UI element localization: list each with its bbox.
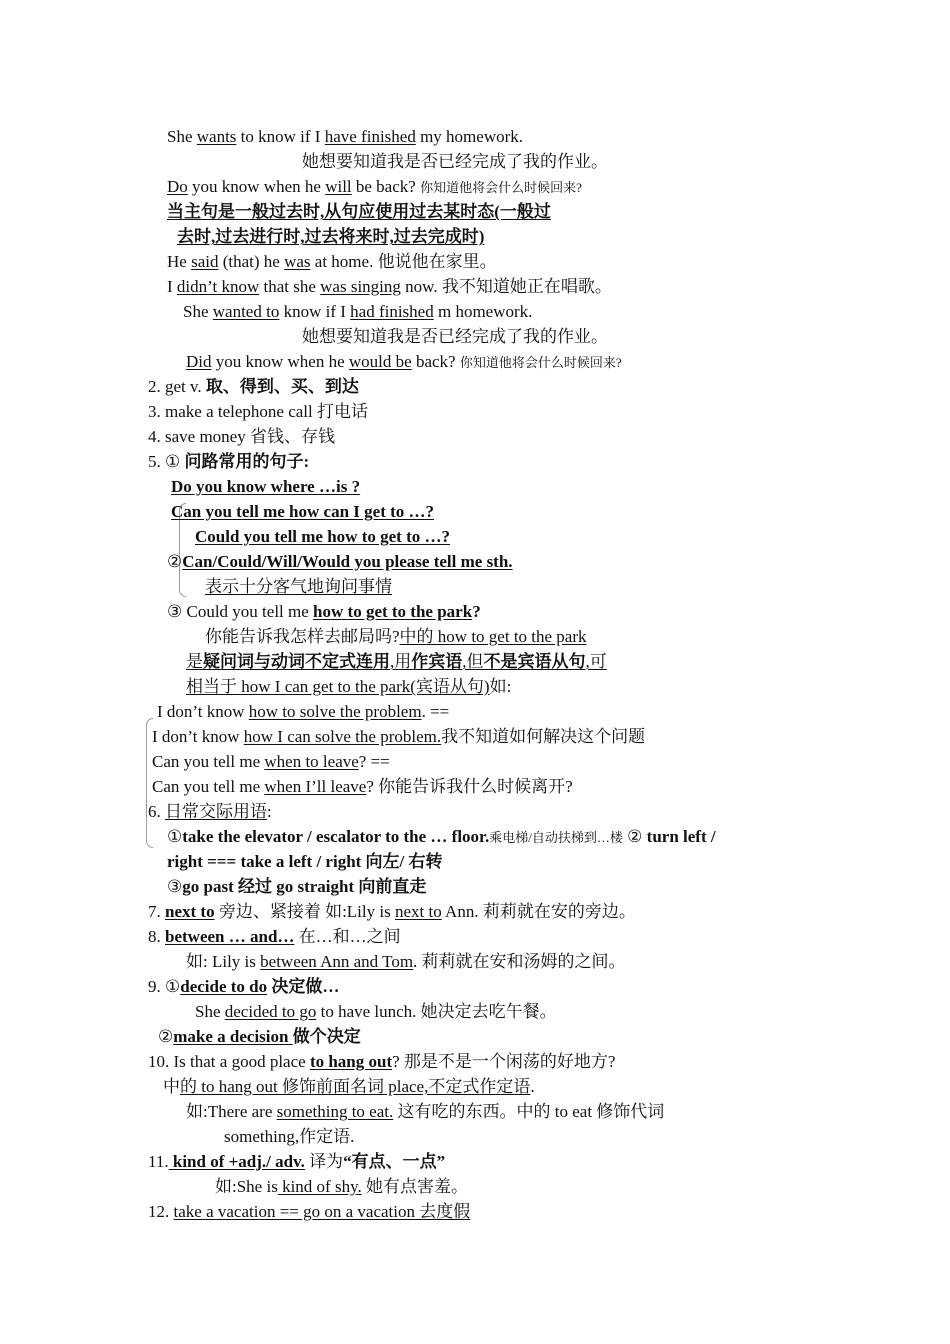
text-segment: said xyxy=(191,252,219,271)
text-segment: 在…和…之间 xyxy=(294,927,401,946)
text-segment: you know when he xyxy=(211,352,349,371)
text-line xyxy=(186,650,607,674)
text-line xyxy=(167,825,716,849)
text-line xyxy=(167,125,523,149)
text-segment: 她想要知道我是否已经完成了我的作业。 xyxy=(302,152,608,171)
text-segment: 4. save money 省钱、存钱 xyxy=(148,427,335,446)
text-segment: ③ Could you tell me xyxy=(167,602,314,621)
text-segment: 8. xyxy=(148,927,165,946)
text-line xyxy=(215,1175,468,1199)
text-segment: now. 我不知道她正在唱歌。 xyxy=(400,277,612,296)
text-segment: be back? xyxy=(351,177,421,196)
text-segment: how to get to the park xyxy=(313,602,473,621)
text-segment: . == xyxy=(421,702,450,721)
text-segment: Do xyxy=(167,177,188,196)
text-segment: I don’t know xyxy=(157,702,249,721)
text-segment: wanted to xyxy=(212,302,280,321)
text-segment: Did xyxy=(186,352,212,371)
text-line xyxy=(148,425,335,449)
text-segment: She xyxy=(167,127,197,146)
text-segment: 如: Lily is xyxy=(186,952,261,971)
text-segment: 旁边、紧接着 如:Lily is xyxy=(214,902,395,921)
text-line xyxy=(183,300,532,324)
text-segment: between … and… xyxy=(165,927,295,946)
text-segment: ② xyxy=(622,827,647,846)
text-segment: 11. xyxy=(148,1152,169,1171)
text-segment: 如: xyxy=(489,677,512,696)
text-segment: Could you tell me how to get to …? xyxy=(195,527,450,546)
text-segment: 我不知道如何解决这个问题 xyxy=(441,727,646,746)
text-segment: to have lunch. 她决定去吃午餐。 xyxy=(316,1002,557,1021)
text-segment: (that) he xyxy=(218,252,285,271)
text-segment: back? xyxy=(411,352,460,371)
text-segment: 乘电梯/自动扶梯到…楼 xyxy=(489,830,623,845)
text-segment: ② xyxy=(167,552,183,571)
text-line xyxy=(167,550,513,574)
text-segment: ? 那是不是一个闲荡的好地方? xyxy=(392,1052,616,1071)
text-segment: you know when he xyxy=(187,177,326,196)
text-segment: decide to do xyxy=(180,977,268,996)
text-line xyxy=(167,850,443,874)
text-segment: 中 xyxy=(163,1077,180,1096)
text-segment: 5. ① xyxy=(148,452,185,471)
text-segment: . 莉莉就在安和汤姆的之间。 xyxy=(413,952,626,971)
text-segment: 取、得到、买、到达 xyxy=(205,377,359,396)
text-segment: ,可 xyxy=(585,652,607,671)
text-segment: 你能告诉我怎样去邮局吗? xyxy=(205,627,400,646)
text-segment: 译为 xyxy=(304,1152,344,1171)
text-segment: when to leave xyxy=(264,752,359,771)
text-segment: ? == xyxy=(358,752,390,771)
text-line xyxy=(148,800,272,824)
text-line xyxy=(186,950,626,974)
text-segment: 6. xyxy=(148,802,165,821)
text-segment: turn left / xyxy=(646,827,716,846)
text-line xyxy=(167,250,497,274)
text-segment: have finished xyxy=(324,127,416,146)
text-segment: ① xyxy=(167,827,183,846)
text-segment: decided to go xyxy=(224,1002,317,1021)
text-line xyxy=(186,350,622,374)
text-segment: was singing xyxy=(320,277,401,296)
text-segment: something,作定语. xyxy=(224,1127,355,1146)
text-segment: 当主句是一般过去时,从句应使用过去某时态(一般过 xyxy=(167,202,551,221)
text-line xyxy=(152,775,573,799)
text-line xyxy=(205,625,587,649)
text-segment: He xyxy=(167,252,192,271)
text-segment: next to xyxy=(165,902,215,921)
text-segment: how I can solve the problem. xyxy=(243,727,442,746)
text-segment: Do you know where …is ? xyxy=(171,477,361,496)
text-segment: I don’t know xyxy=(152,727,244,746)
text-segment: 2. get v. xyxy=(148,377,206,396)
text-line xyxy=(171,500,434,524)
text-line xyxy=(167,275,612,299)
text-line xyxy=(224,1125,354,1149)
text-segment: 3. make a telephone call 打电话 xyxy=(148,402,368,421)
text-line xyxy=(148,400,368,424)
text-segment: how to solve the problem xyxy=(248,702,422,721)
text-line xyxy=(302,150,608,174)
text-line xyxy=(148,900,636,924)
text-segment: 日常交际用语 xyxy=(165,802,267,821)
text-segment: take a vacation == go on a vacation 去度假 xyxy=(173,1202,471,1221)
text-segment: will xyxy=(325,177,352,196)
text-line xyxy=(152,725,645,749)
text-segment: 中的 how to get to the park xyxy=(399,627,587,646)
text-segment: 这有吃的东西。中的 to eat 修饰代词 xyxy=(393,1102,665,1121)
text-segment: didn’t know xyxy=(176,277,260,296)
text-line xyxy=(148,1050,615,1074)
text-segment: Can you tell me how can I get to …? xyxy=(171,502,435,521)
text-segment: right === take a left / right 向左/ 右转 xyxy=(167,852,443,871)
text-line xyxy=(177,225,484,249)
text-line xyxy=(186,1100,664,1124)
text-segment: make a decision xyxy=(173,1027,293,1046)
text-segment: 12. xyxy=(148,1202,174,1221)
text-segment: Can you tell me xyxy=(152,777,265,796)
text-segment: 疑问词与动词不定式连用 xyxy=(203,652,390,671)
text-segment: 的 to hang out 修饰前面名词 place,不定式作定语 xyxy=(180,1077,531,1096)
text-line xyxy=(167,600,481,624)
text-segment: 9. ① xyxy=(148,977,181,996)
text-line xyxy=(163,1075,535,1099)
text-segment: know if I xyxy=(279,302,351,321)
text-segment: my homework. xyxy=(415,127,524,146)
text-segment: 作宾语 xyxy=(411,652,463,671)
text-segment: ,用 xyxy=(390,652,412,671)
text-segment: to know if I xyxy=(236,127,325,146)
text-segment: 去时,过去进行时,过去将来时,过去完成时) xyxy=(177,227,485,246)
text-line xyxy=(148,375,359,399)
text-segment: She xyxy=(195,1002,225,1021)
text-line xyxy=(148,975,339,999)
text-line xyxy=(186,675,511,699)
text-line xyxy=(195,1000,557,1024)
text-segment: 如:She is xyxy=(215,1177,278,1196)
text-segment: next to xyxy=(394,902,442,921)
text-segment: 她想要知道我是否已经完成了我的作业。 xyxy=(302,327,608,346)
text-segment: She xyxy=(183,302,213,321)
text-line xyxy=(152,750,390,774)
text-segment: ③ xyxy=(167,877,183,896)
text-segment: 如:There are xyxy=(186,1102,277,1121)
text-segment: go past 经过 go straight 向前直走 xyxy=(182,877,427,896)
text-segment: “有点、一点” xyxy=(343,1152,446,1171)
text-line xyxy=(157,700,449,724)
text-segment: 10. Is that a good place xyxy=(148,1052,310,1071)
text-segment: ? 你能告诉我什么时候离开? xyxy=(366,777,573,796)
text-segment: 7. xyxy=(148,902,165,921)
text-segment: ,但 xyxy=(462,652,484,671)
text-segment: something to eat. xyxy=(276,1102,394,1121)
text-segment: 她有点害羞。 xyxy=(361,1177,468,1196)
text-segment: . xyxy=(530,1077,535,1096)
text-segment: to hang out xyxy=(309,1052,393,1071)
text-segment: 做个决定 xyxy=(292,1027,361,1046)
text-segment: : xyxy=(267,802,272,821)
text-line xyxy=(148,1200,470,1224)
text-line xyxy=(148,1150,445,1174)
text-segment: 不是宾语从句 xyxy=(483,652,586,671)
text-segment: Ann. 莉莉就在安的旁边。 xyxy=(441,902,636,921)
text-line xyxy=(167,175,582,199)
text-segment: ② xyxy=(158,1027,174,1046)
text-segment: I xyxy=(167,277,177,296)
text-segment: 你知道他将会什么时候回来? xyxy=(420,180,582,195)
text-line xyxy=(167,875,426,899)
text-segment: Can you tell me xyxy=(152,752,265,771)
text-segment: had finished xyxy=(350,302,434,321)
text-segment: when I’ll leave xyxy=(264,777,367,796)
text-segment: would be xyxy=(348,352,412,371)
text-segment: ? xyxy=(472,602,481,621)
text-segment: wants xyxy=(196,127,237,146)
text-segment: 是 xyxy=(186,652,203,671)
text-segment: kind of +adj./ adv. xyxy=(168,1152,305,1171)
text-segment: at home. 他说他在家里。 xyxy=(310,252,497,271)
text-segment: kind of shy. xyxy=(277,1177,362,1196)
text-segment: take the elevator / escalator to the … floor. xyxy=(182,827,490,846)
text-line xyxy=(171,475,360,499)
text-segment: between Ann and Tom xyxy=(260,952,414,971)
text-line xyxy=(302,325,608,349)
text-line xyxy=(148,925,401,949)
text-segment: was xyxy=(284,252,311,271)
text-segment: 决定做… xyxy=(267,977,340,996)
text-line xyxy=(158,1025,361,1049)
text-segment: m homework. xyxy=(433,302,533,321)
text-segment: 相当于 how I can get to the park(宾语从句) xyxy=(186,677,490,696)
text-line xyxy=(195,525,450,549)
text-segment: 你知道他将会什么时候回来? xyxy=(459,355,622,370)
text-line xyxy=(205,575,392,599)
text-segment: Can/Could/Will/Would you please tell me sth. xyxy=(182,552,513,571)
text-line xyxy=(167,200,551,224)
text-segment: that she xyxy=(259,277,321,296)
text-segment: 问路常用的句子: xyxy=(184,452,310,471)
text-line xyxy=(148,450,309,474)
text-segment: 表示十分客气地询问事情 xyxy=(205,577,392,596)
